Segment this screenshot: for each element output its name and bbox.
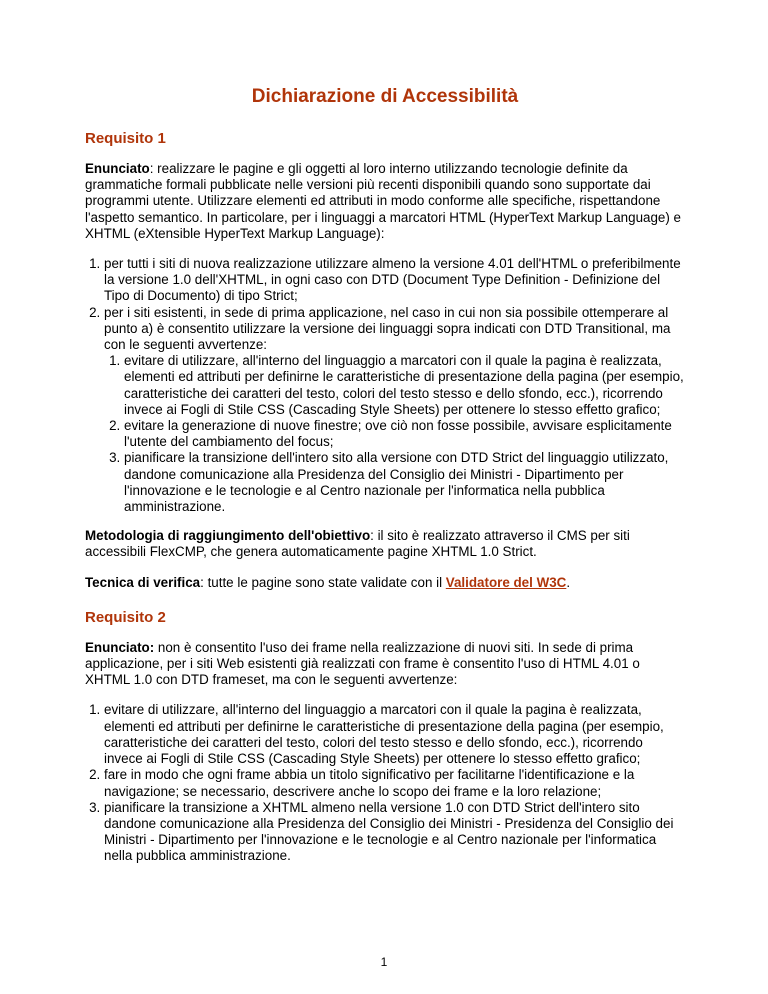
requisito-1-heading: Requisito 1 — [85, 130, 166, 147]
enunciato-text: : realizzare le pagine e gli oggetti al loro interno utilizzando tecnologie definite da grammatiche formali pubblicate nelle versioni più recenti disponibili quando sono supportate dai programmi utente. Utilizzare elementi ed attributi in modo conforme alle specifiche, rispettandone l'aspetto semantico. In particolare, per i linguaggi a marcatori HTML (HyperText Markup Language) e XHTML (eXtensible HyperText Markup Language): — [85, 161, 681, 241]
sublist-item: 1. evitare di utilizzare, all'interno del linguaggio a marcatori con il quale la pagina è realizzata, elementi ed attributi per definirne le caratteristiche di presentazione della pagina (per esempio, caratteristiche dei caratteri del testo, colori del testo stesso e dello sfondo, ecc.), ricorrendo invece ai Fogli di Stile CSS (Cascading Style Sheets) per ottenere lo stesso effetto grafico; — [124, 353, 685, 418]
metodologia-paragraph — [85, 528, 685, 560]
enunciato-label: Enunciato — [85, 161, 150, 176]
requisito-2-enunciato — [85, 640, 685, 689]
enunciato-label: Enunciato: — [85, 639, 155, 655]
requisito-1-enunciato — [85, 161, 685, 242]
tecnica-label: Tecnica di verifica — [85, 574, 201, 590]
sublist-item: 3. pianificare la transizione dell'intero sito alla versione con DTD Strict del linguaggio utilizzato, dandone comunicazione alla Presidenza del Consiglio dei Ministri - Dipartimento per l'innovazione e le tecnologie e al Centro nazionale per l'informatica nella pubblica amministrazione. — [124, 450, 685, 515]
list-item-text: per i siti esistenti, in sede di prima applicazione, nel caso in cui non sia possibile ottemperare al punto a) è consentito utilizzare la versione dei linguaggi sopra indicati con DTD Transitional, ma con le seguenti avvertenze: — [104, 304, 671, 353]
list-item: 3. pianificare la transizione a XHTML almeno nella versione 1.0 con DTD Strict dell'intero sito dandone comunicazione alla Presidenza del Consiglio dei Ministri - Presidenza del Consiglio dei Ministri - Dipartimento per l'innovazione e le tecnologie e al Centro nazionale per l'informatica nella pubblica amministrazione. — [104, 800, 685, 865]
requisito-1-list — [85, 256, 685, 515]
requisito-2-list — [85, 702, 685, 864]
requisito-2-heading: Requisito 2 — [85, 608, 166, 626]
list-item — [104, 305, 685, 516]
page-title: Dichiarazione di Accessibilità — [251, 86, 519, 107]
list-item: 1. per tutti i siti di nuova realizzazione utilizzare almeno la versione 4.01 dell'HTML o preferibilmente la versione 1.0 dell'XHTML, in ogni caso con DTD (Document Type Definition - Definizione del Tipo di Documento) di tipo Strict; — [104, 256, 685, 305]
tecnica-end: . — [566, 574, 571, 590]
list-item: 2. fare in modo che ogni frame abbia un titolo significativo per facilitarne l'identificazione e la navigazione; se necessario, descrivere anche lo scopo dei frame e la loro relazione; — [104, 767, 685, 799]
metodologia-label: Metodologia di raggiungimento dell'obiettivo — [85, 528, 371, 544]
list-item: 1. evitare di utilizzare, all'interno del linguaggio a marcatori con il quale la pagina è realizzata, elementi ed attributi per definirne le caratteristiche di presentazione della pagina (per esempio, caratteristiche dei caratteri del testo, colori del testo stesso e dello sfondo, ecc.), ricorrendo invece ai Fogli di Stile CSS (Cascading Style Sheets) per ottenere lo stesso effetto grafico; — [104, 702, 685, 767]
sublist-item: 2. evitare la generazione di nuove finestre; ove ciò non fosse possibile, avvisare esplicitamente l'utente del cambiamento del focus; — [124, 418, 685, 450]
page-number: 1 — [380, 955, 388, 969]
tecnica-paragraph — [85, 575, 685, 591]
tecnica-text: : tutte le pagine sono state validate con il — [200, 574, 446, 590]
metodologia-text: : il sito è realizzato attraverso il CMS per siti accessibili FlexCMP, che genera automaticamente pagine XHTML 1.0 Strict. — [85, 528, 630, 560]
document-page — [85, 86, 685, 878]
requisito-1-sublist — [104, 353, 685, 515]
validatore-w3c-link[interactable]: Validatore del W3C — [445, 574, 567, 590]
enunciato-text: non è consentito l'uso dei frame nella realizzazione di nuovi siti. In sede di prima applicazione, per i siti Web esistenti già realizzati con frame è consentito l'uso di HTML 4.01 o XHTML 1.0 con DTD frameset, ma con le seguenti avvertenze: — [85, 639, 640, 688]
